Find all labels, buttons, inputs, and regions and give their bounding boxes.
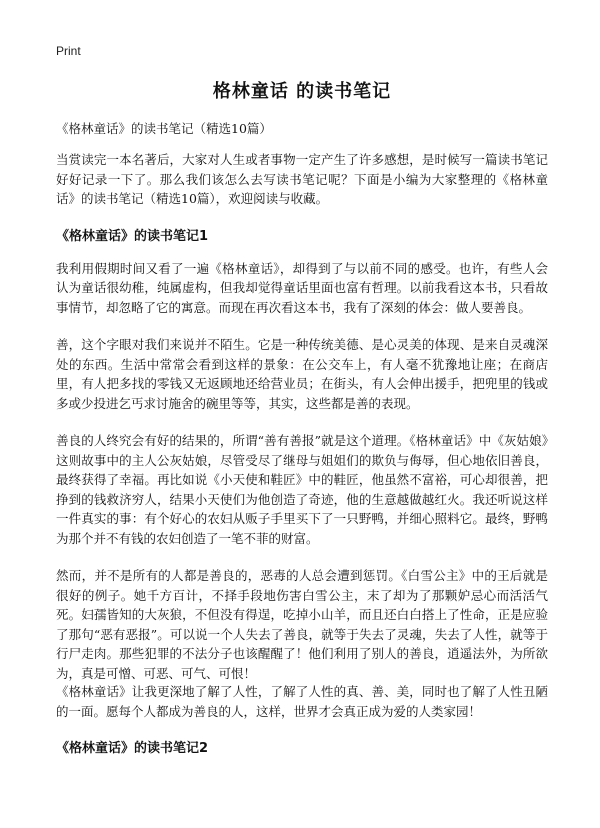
- section-1-paragraph-5: 《格林童话》让我更深地了解了人性，了解了人性的真、善、美，同时也了解了人性丑陋的一面。愿每个人都成为善良的人，这样，世界才会真正成为爱的人类家园！: [56, 684, 548, 719]
- document-subtitle: 《格林童话》的读书笔记（精选10篇）: [56, 121, 272, 136]
- section-2-heading: 《格林童话》的读书笔记2: [56, 741, 209, 756]
- section-1-paragraph-3: 善良的人终究会有好的结果的，所谓“善有善报”就是这个道理。《格林童话》中《灰姑娘》这则故事中的主人公灰姑娘，尽管受尽了继母与姐姐们的欺负与侮辱，但心地依旧善良，最终获得了幸福。再比如说《小天使和鞋匠》中的鞋匠，他虽然不富裕，可心却很善，把挣到的钱救济穷人，结果小天使们为他创造了奇迹，他的生意越做越红火。我还听说这样一件真实的事：有个好心的农妇从贩子手里买下了一只野鸭，并细心照料它。最终，野鸭为那个并不有钱的农妇创造了一笔不菲的财富。: [56, 433, 548, 546]
- intro-paragraph: 当赏读完一本名著后，大家对人生或者事物一定产生了许多感想，是时候写一篇读书笔记好好记录一下了。那么我们该怎么去写读书笔记呢？下面是小编为大家整理的《格林童话》的读书笔记（精选10篇），欢迎阅读与收藏。: [56, 152, 548, 206]
- section-1-paragraph-1: 我利用假期时间又看了一遍《格林童话》，却得到了与以前不同的感受。也许，有些人会认为童话很幼稚，纯属虚构，但我却觉得童话里面也富有哲理。以前我看这本书，只看故事情节，却忽略了它的寓意。而现在再次看这本书，我有了深刻的体会：做人要善良。: [56, 260, 548, 315]
- section-1-paragraph-4: 然而，并不是所有的人都是善良的，恶毒的人总会遭到惩罚。《白雪公主》中的王后就是很好的例子。她千方百计，不择手段地伤害白雪公主，末了却为了那颗妒忌心而活活气死。妇孺皆知的大灰狼，不但没有得逞，吃掉小山羊，而且还白白搭上了性命，正是应验了那句“恶有恶报”。可以说一个人失去了善良，就等于失去了灵魂，失去了人性，就等于行尸走肉。那些犯罪的不法分子也该醒醒了！他们利用了别人的善良，逍遥法外，为所欲为，真是可憎、可恶、可气、可恨！: [56, 568, 548, 681]
- page-title: 格林童话 的读书笔记: [212, 81, 392, 102]
- document-page: [56, 44, 548, 771]
- print-label: Print: [56, 44, 81, 58]
- section-1-heading: 《格林童话》的读书笔记1: [56, 228, 209, 244]
- section-1-paragraph-2: 善，这个字眼对我们来说并不陌生。它是一种传统美德、是心灵美的体现、是来自灵魂深处的东西。生活中常常会看到这样的景象：在公交车上，有人毫不犹豫地让座；在商店里，有人把多找的零钱又无返顾地还给营业员；在街头，有人会伸出援手，把兜里的钱或多或少投进乞丐求讨施舍的碗里等等，其实，这些都是善的表现。: [56, 337, 548, 411]
